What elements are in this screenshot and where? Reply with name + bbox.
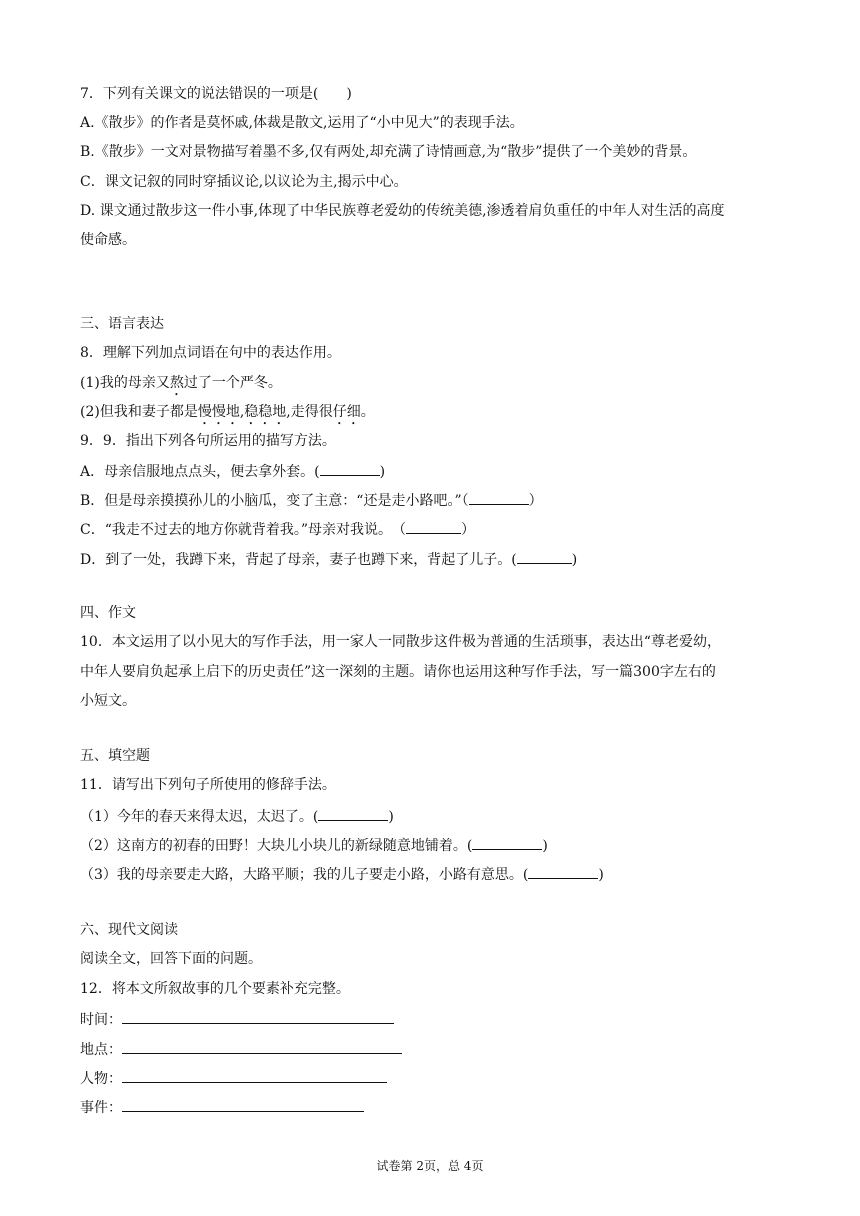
q11-s2-close: ) [542,838,548,854]
q11-s2-blank[interactable] [472,834,542,850]
section-title-5: 五、填空题 [80,748,150,764]
q11-sentence-2 [80,834,548,856]
q11-s1-blank[interactable] [318,805,388,821]
q9-d-blank[interactable] [517,548,572,564]
q12-event-blank[interactable] [122,1096,364,1112]
q12-place-row [80,1038,402,1060]
section-title-6: 六、现代文阅读 [80,922,178,938]
q12-event-label: 事件： [80,1100,122,1116]
q12-time-label: 时间： [80,1012,122,1028]
q9-c-close: ） [461,522,476,538]
q9-d-text: D．到了一处，我蹲下来，背起了母亲，妻子也蹲下来，背起了儿子。( [80,552,517,568]
q9-b-close: ） [528,493,543,509]
q8-s1-pre: (1)我的母亲又 [80,375,170,391]
q12-time-blank[interactable] [122,1008,394,1024]
q12-intro: 阅读全文，回答下面的问题。 [80,951,262,967]
section-title-3: 三、语言表达 [80,316,164,332]
q8-s1-post: 过了一个严冬。 [183,375,282,391]
q8-s2-post: 。 [360,404,375,420]
q9-option-d [80,548,577,570]
q9-c-blank[interactable] [406,518,461,534]
q9-a-close: ) [379,464,386,480]
q9-option-c [80,518,475,540]
q8-s2-dotted-word-2: 稳稳地 [244,404,287,420]
q8-s2-mid-2: ,走得很 [286,404,333,420]
q11-sentence-1 [80,805,394,827]
q12-place-blank[interactable] [122,1038,402,1054]
q12-stem: 12．将本文所叙故事的几个要素补充完整。 [80,981,350,997]
q11-s3-text: （3）我的母亲要走大路，大路平顺；我的儿子要走小路，小路有意思。( [80,867,529,883]
q8-s2-dotted-word-1: 慢慢地 [197,404,240,420]
q9-b-blank[interactable] [469,489,529,505]
section-title-4: 四、作文 [80,605,136,621]
q11-sentence-3 [80,863,604,885]
q9-a-blank[interactable] [320,460,380,476]
q11-s1-close: ) [388,809,394,825]
q12-people-row [80,1067,387,1089]
q12-time-row [80,1008,394,1030]
q9-option-a [80,460,385,482]
q11-s3-blank[interactable] [528,863,598,879]
q12-people-label: 人物： [80,1071,122,1087]
q12-people-blank[interactable] [122,1067,387,1083]
q11-s2-text: （2）这南方的初春的田野！大块儿小块儿的新绿随意地铺着。( [80,838,473,854]
q9-c-text: C．“我走不过去的地方你就背着我。”母亲对我说。 （ [80,522,407,538]
q9-b-text: B．但是母亲摸摸孙儿的小脑瓜，变了主意：“还是走小路吧。”（ [80,493,469,509]
q7-option-d-cont: 使命感。 [80,232,136,248]
q7-option-a: A.《散步》的作者是莫怀戚,体裁是散文,运用了“小中见大”的表现手法。 [80,115,524,131]
q11-s1-text: （1）今年的春天来得太迟，太迟了。( [80,809,319,825]
q9-stem: 9．9．指出下列各句所运用的描写方法。 [80,433,336,449]
q8-sentence-1 [80,373,282,399]
q7-stem: 7．下列有关课文的说法错误的一项是( ) [80,86,352,102]
q8-stem: 8．理解下列加点词语在句中的表达作用。 [80,345,341,361]
q8-s2-mid-1: , [239,404,245,420]
q7-option-b: B.《散步》一文对景物描写着墨不多,仅有两处,却充满了诗情画意,为“散步”提供了一个美妙的背景。 [80,144,697,160]
q12-place-label: 地点： [80,1042,122,1058]
q9-option-b [80,489,543,511]
q7-option-d: D. 课文通过散步这一件小事,体现了中华民族尊老爱幼的传统美德,渗透着肩负重任的中年人对生活的高度 [80,203,725,219]
q8-s2-pre: (2)但我和妻子都是 [80,404,198,420]
q11-stem: 11．请写出下列句子所使用的修辞手法。 [80,777,336,793]
q8-s2-dotted-word-3: 仔细 [332,404,361,420]
page-footer: 试卷第 2页，总 4页 [376,1159,484,1173]
q9-d-close: ) [571,552,578,568]
q10-line-3: 小短文。 [80,693,136,709]
q10-line-1: 10．本文运用了以小见大的写作手法，用一家人一同散步这件极为普通的生活琐事，表达出“尊老爱幼， [80,634,721,650]
q10-line-2: 中年人要肩负起承上启下的历史责任”这一深刻的主题。请你也运用这种写作手法，写一篇300字左右的 [80,664,716,680]
q7-option-c: C．课文记叙的同时穿插议论,以议论为主,揭示中心。 [80,174,408,190]
q9-a-text: A．母亲信服地点点头，便去拿外套。( [80,464,320,480]
q12-event-row [80,1096,364,1118]
q11-s3-close: ) [598,867,604,883]
q8-sentence-2 [80,402,375,428]
q8-s1-dotted-word: 熬 [169,375,184,391]
